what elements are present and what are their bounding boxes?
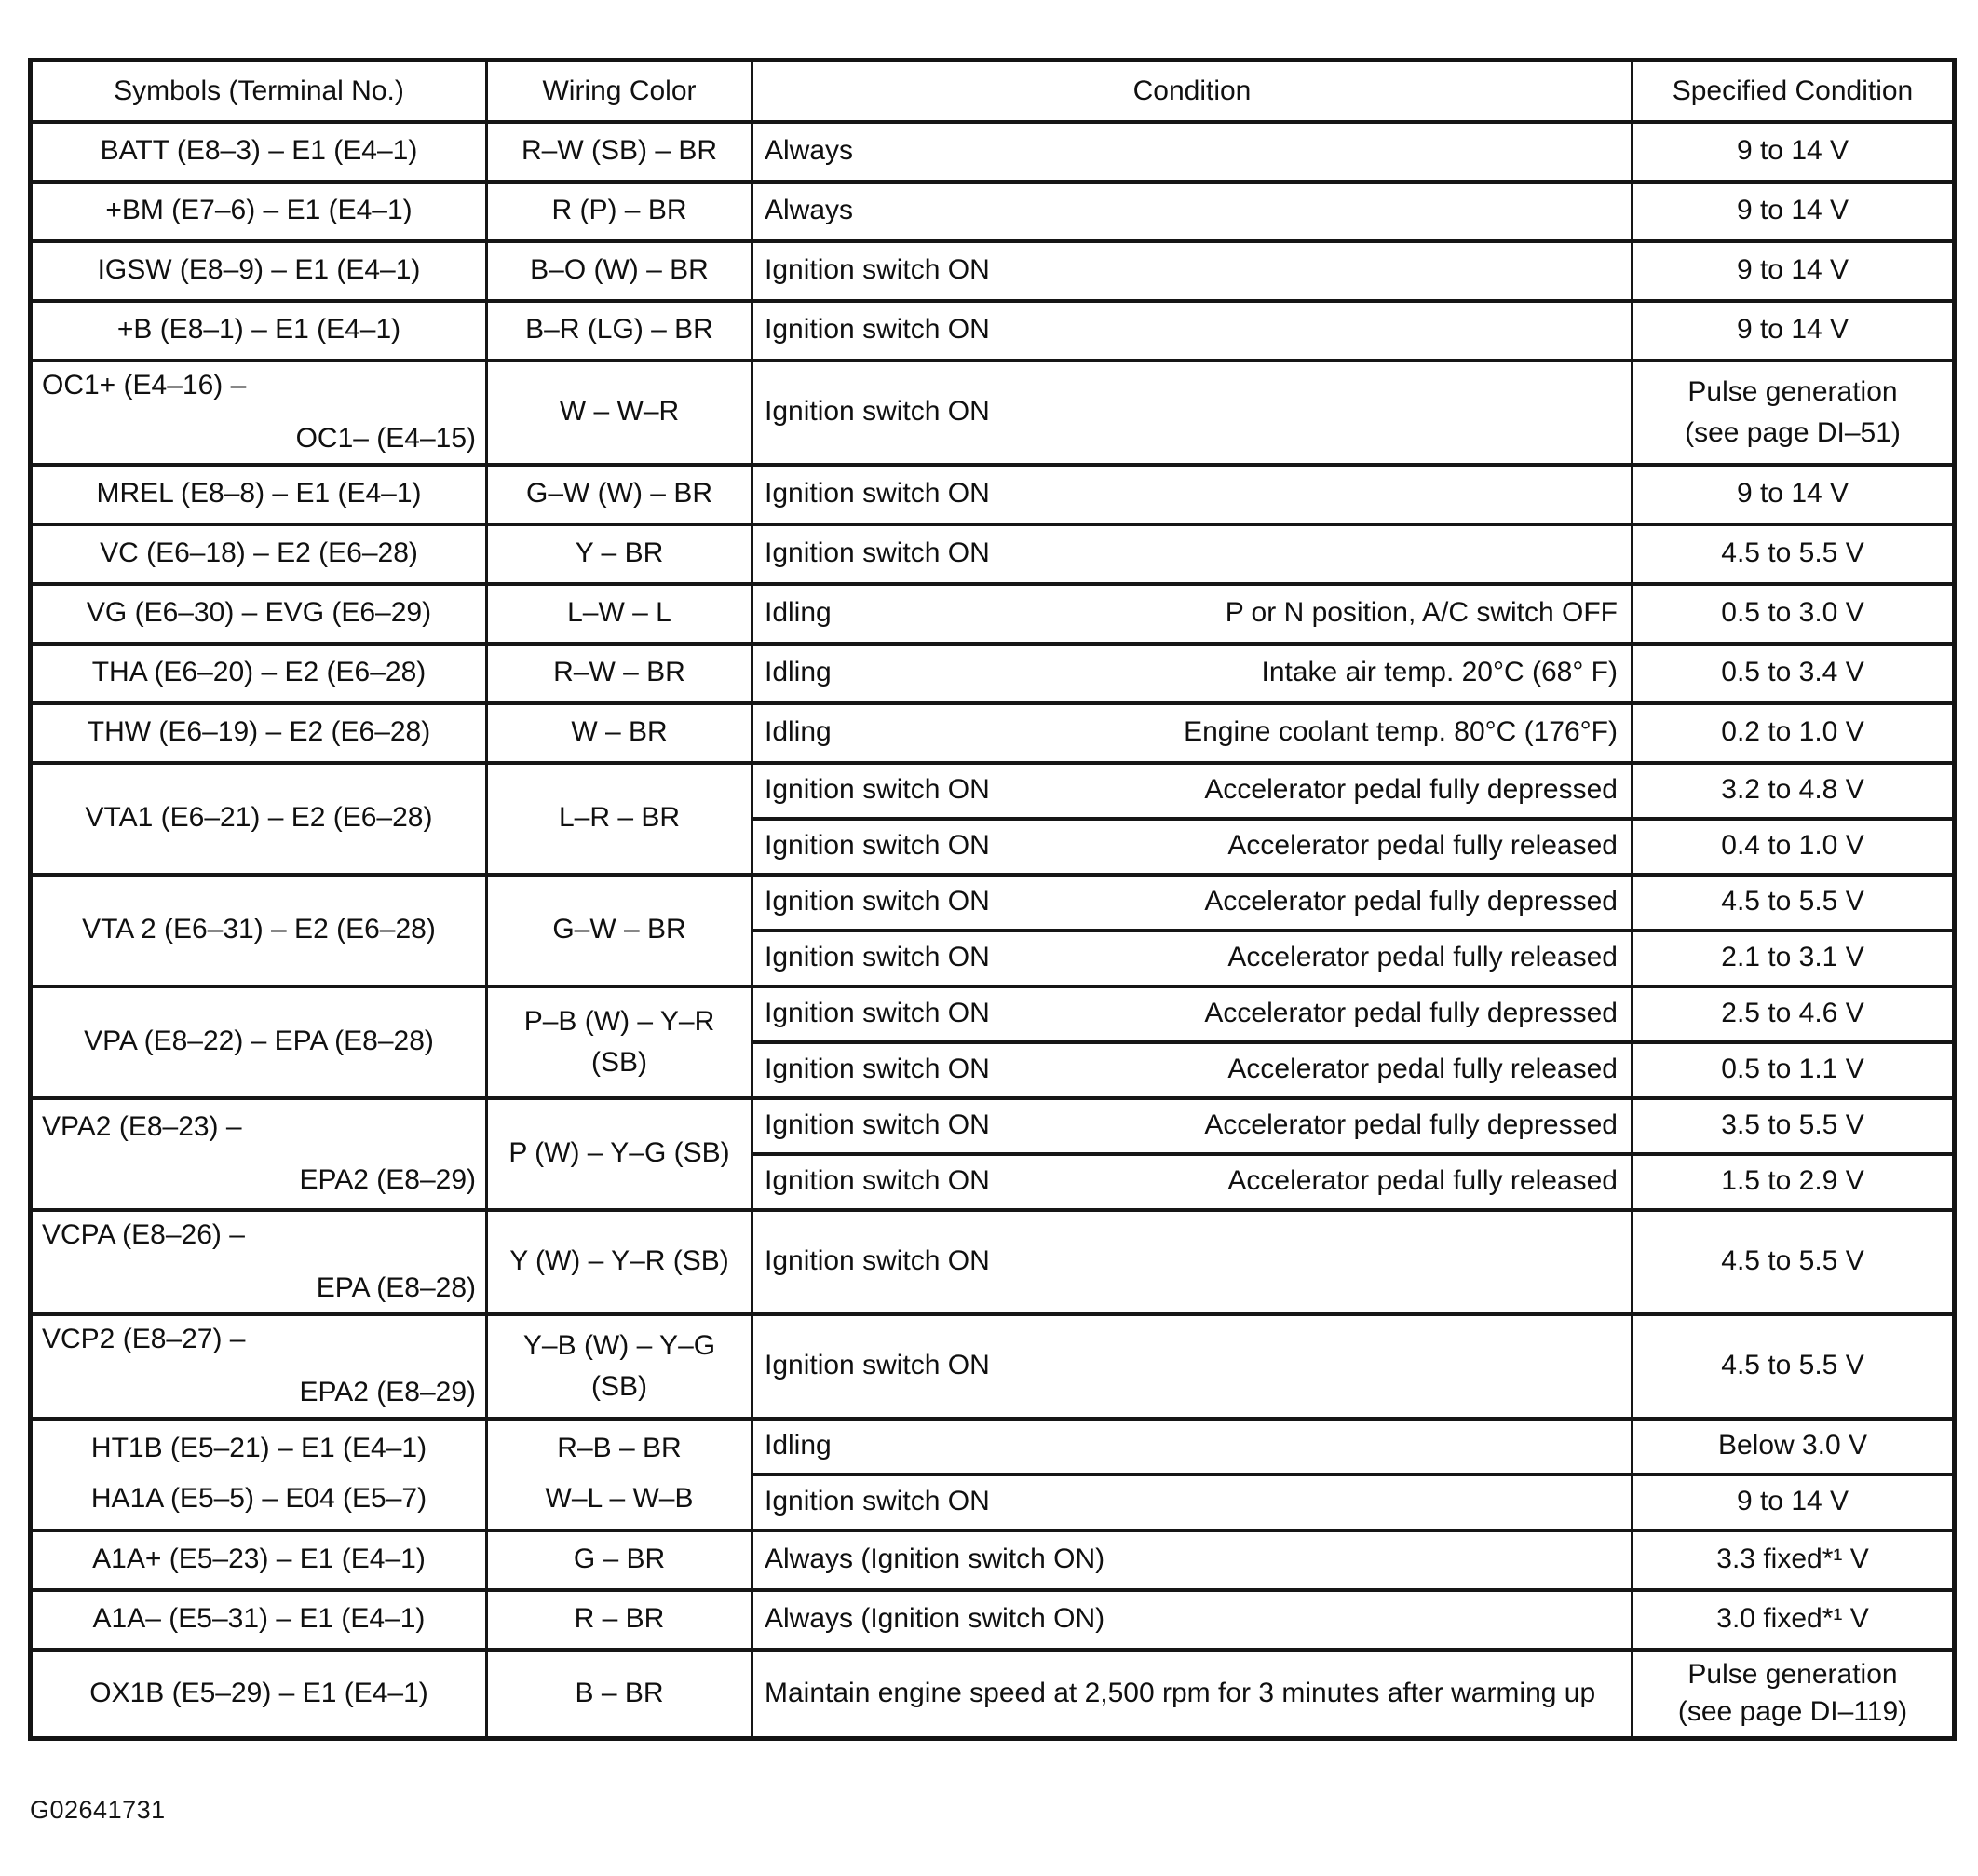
table-row (31, 584, 1955, 644)
table-row (31, 763, 1955, 819)
symbol-cell: THW (E6–19) – E2 (E6–28) (31, 703, 487, 763)
table-row (31, 1650, 1955, 1739)
symbol-line-2: EPA2 (E8–29) (299, 1164, 476, 1195)
symbol-line-2: EPA2 (E8–29) (299, 1377, 476, 1407)
condition-text: Idling (765, 657, 832, 688)
condition-cell (752, 931, 1633, 986)
symbol-cell: A1A+ (E5–23) – E1 (E4–1) (31, 1530, 487, 1590)
condition-text: Ignition switch ON (765, 1054, 990, 1085)
col-header-condition: Condition (752, 61, 1633, 122)
symbol-cell: VTA 2 (E6–31) – E2 (E6–28) (31, 875, 487, 986)
condition-cell: Idling (752, 1419, 1633, 1475)
specified-line-2: (see page DI–119) (1677, 1696, 1908, 1728)
symbol-line-2: EPA (E8–28) (316, 1272, 476, 1303)
condition-text: Ignition switch ON (765, 774, 990, 806)
col-header-specified-condition: Specified Condition (1633, 61, 1955, 122)
symbol-line-1: OC1+ (E4–16) – (42, 369, 247, 401)
symbol-cell (31, 360, 487, 465)
specified-cell (1633, 1650, 1955, 1739)
symbol-cell: +B (E8–1) – E1 (E4–1) (31, 301, 487, 360)
condition-text: Ignition switch ON (765, 886, 990, 918)
table-row (31, 1098, 1955, 1154)
table-row (31, 986, 1955, 1042)
wiring-cell: Y (W) – Y–R (SB) (487, 1210, 752, 1314)
condition-cell: Ignition switch ON (752, 1210, 1633, 1314)
wiring-cell: G–W – BR (487, 875, 752, 986)
condition-detail: Engine coolant temp. 80°C (176°F) (1184, 716, 1618, 748)
specified-cell: 2.1 to 3.1 V (1633, 931, 1955, 986)
symbol-line-1: VCPA (E8–26) – (42, 1218, 245, 1250)
condition-cell: Maintain engine speed at 2,500 rpm for 3 minutes after warming up (752, 1650, 1633, 1739)
specified-cell: 9 to 14 V (1633, 1475, 1955, 1530)
specified-cell: 0.4 to 1.0 V (1633, 819, 1955, 875)
specified-cell (1633, 360, 1955, 465)
specified-cell: 9 to 14 V (1633, 301, 1955, 360)
condition-cell (752, 584, 1633, 644)
symbol-line-2: OC1– (E4–15) (295, 423, 476, 454)
wiring-cell: R – BR (487, 1590, 752, 1650)
wiring-cell (487, 1314, 752, 1419)
condition-cell: Always (752, 122, 1633, 182)
symbol-cell: VG (E6–30) – EVG (E6–29) (31, 584, 487, 644)
condition-cell (752, 1042, 1633, 1098)
condition-cell: Ignition switch ON (752, 1475, 1633, 1530)
header-row (31, 61, 1955, 122)
symbol-cell (31, 1098, 487, 1210)
specified-cell: 9 to 14 V (1633, 465, 1955, 524)
wiring-line-2: (SB) (591, 1046, 647, 1078)
symbol-line-2: HA1A (E5–5) – E04 (E5–7) (90, 1483, 427, 1515)
condition-cell: Always (Ignition switch ON) (752, 1530, 1633, 1590)
condition-cell: Always (Ignition switch ON) (752, 1590, 1633, 1650)
wiring-cell: W – W–R (487, 360, 752, 465)
condition-detail: Intake air temp. 20°C (68° F) (1261, 657, 1618, 688)
terminal-spec-table (28, 58, 1957, 1741)
wiring-cell: R–W (SB) – BR (487, 122, 752, 182)
specified-cell: 9 to 14 V (1633, 241, 1955, 301)
wiring-line-2: W–L – W–B (545, 1483, 694, 1515)
condition-cell (752, 1098, 1633, 1154)
condition-detail: Accelerator pedal fully released (1227, 1165, 1618, 1197)
wiring-cell: R (P) – BR (487, 182, 752, 241)
wiring-cell: B – BR (487, 1650, 752, 1739)
table-row (31, 465, 1955, 524)
condition-detail: Accelerator pedal fully depressed (1204, 774, 1618, 806)
condition-cell (752, 644, 1633, 703)
condition-text: Ignition switch ON (765, 942, 990, 973)
condition-detail: Accelerator pedal fully released (1227, 942, 1618, 973)
condition-cell (752, 703, 1633, 763)
condition-cell: Ignition switch ON (752, 1314, 1633, 1419)
condition-text: Ignition switch ON (765, 830, 990, 862)
table-row (31, 1590, 1955, 1650)
col-header-symbols: Symbols (Terminal No.) (31, 61, 487, 122)
specified-cell: 9 to 14 V (1633, 122, 1955, 182)
symbol-cell: OX1B (E5–29) – E1 (E4–1) (31, 1650, 487, 1739)
table-row (31, 182, 1955, 241)
condition-cell (752, 1154, 1633, 1210)
table-row (31, 360, 1955, 465)
specified-cell: Below 3.0 V (1633, 1419, 1955, 1475)
wiring-cell: G–W (W) – BR (487, 465, 752, 524)
table-row (31, 301, 1955, 360)
specified-cell: 0.5 to 1.1 V (1633, 1042, 1955, 1098)
col-header-wiring-color: Wiring Color (487, 61, 752, 122)
condition-cell (752, 763, 1633, 819)
specified-cell: 0.5 to 3.0 V (1633, 584, 1955, 644)
table-row (31, 703, 1955, 763)
symbol-cell (31, 1210, 487, 1314)
symbol-line-1: HT1B (E5–21) – E1 (E4–1) (90, 1433, 427, 1464)
wiring-cell: R–W – BR (487, 644, 752, 703)
symbol-cell: VTA1 (E6–21) – E2 (E6–28) (31, 763, 487, 875)
specified-cell: 1.5 to 2.9 V (1633, 1154, 1955, 1210)
wiring-cell (487, 986, 752, 1098)
condition-detail: P or N position, A/C switch OFF (1225, 597, 1618, 629)
specified-cell: 2.5 to 4.6 V (1633, 986, 1955, 1042)
condition-text: Ignition switch ON (765, 1109, 990, 1141)
symbol-cell: A1A– (E5–31) – E1 (E4–1) (31, 1590, 487, 1650)
specified-cell: 3.5 to 5.5 V (1633, 1098, 1955, 1154)
condition-cell (752, 875, 1633, 931)
wiring-cell: B–O (W) – BR (487, 241, 752, 301)
symbol-cell: +BM (E7–6) – E1 (E4–1) (31, 182, 487, 241)
condition-cell: Always (752, 182, 1633, 241)
symbol-cell (31, 1419, 487, 1530)
wiring-cell: G – BR (487, 1530, 752, 1590)
table-row (31, 644, 1955, 703)
table-row (31, 524, 1955, 584)
table-row (31, 1419, 1955, 1475)
table-row (31, 1314, 1955, 1419)
condition-detail: Accelerator pedal fully depressed (1204, 886, 1618, 918)
symbol-cell: IGSW (E8–9) – E1 (E4–1) (31, 241, 487, 301)
wiring-cell: P (W) – Y–G (SB) (487, 1098, 752, 1210)
condition-cell: Ignition switch ON (752, 360, 1633, 465)
specified-cell: 4.5 to 5.5 V (1633, 524, 1955, 584)
specified-cell: 3.3 fixed*¹ V (1633, 1530, 1955, 1590)
wiring-cell: L–W – L (487, 584, 752, 644)
specified-cell: 0.5 to 3.4 V (1633, 644, 1955, 703)
condition-cell (752, 819, 1633, 875)
symbol-cell: VC (E6–18) – E2 (E6–28) (31, 524, 487, 584)
wiring-cell (487, 1419, 752, 1530)
specified-cell: 4.5 to 5.5 V (1633, 875, 1955, 931)
wiring-line-2: (SB) (591, 1370, 647, 1402)
wiring-line-1: R–B – BR (557, 1433, 682, 1464)
symbol-line-1: VCP2 (E8–27) – (42, 1323, 246, 1354)
condition-cell: Ignition switch ON (752, 524, 1633, 584)
wiring-cell: Y – BR (487, 524, 752, 584)
condition-text: Idling (765, 716, 832, 748)
wiring-cell: B–R (LG) – BR (487, 301, 752, 360)
table-row (31, 1530, 1955, 1590)
condition-cell (752, 986, 1633, 1042)
specified-cell: 3.2 to 4.8 V (1633, 763, 1955, 819)
specified-cell: 4.5 to 5.5 V (1633, 1314, 1955, 1419)
wiring-cell: L–R – BR (487, 763, 752, 875)
condition-cell: Ignition switch ON (752, 301, 1633, 360)
symbol-cell (31, 1314, 487, 1419)
wiring-line-1: Y–B (W) – Y–G (522, 1329, 716, 1361)
symbol-cell: VPA (E8–22) – EPA (E8–28) (31, 986, 487, 1098)
condition-cell: Ignition switch ON (752, 241, 1633, 301)
wiring-cell: W – BR (487, 703, 752, 763)
condition-text: Idling (765, 597, 832, 629)
condition-detail: Accelerator pedal fully depressed (1204, 1109, 1618, 1141)
specified-cell: 9 to 14 V (1633, 182, 1955, 241)
specified-cell: 4.5 to 5.5 V (1633, 1210, 1955, 1314)
specified-line-2: (see page DI–51) (1685, 416, 1901, 448)
condition-detail: Accelerator pedal fully released (1227, 1054, 1618, 1085)
condition-detail: Accelerator pedal fully depressed (1204, 998, 1618, 1029)
table-row (31, 122, 1955, 182)
symbol-cell: MREL (E8–8) – E1 (E4–1) (31, 465, 487, 524)
specified-cell: 3.0 fixed*¹ V (1633, 1590, 1955, 1650)
specified-line-1: Pulse generation (1687, 375, 1898, 407)
table-row (31, 241, 1955, 301)
symbol-cell: THA (E6–20) – E2 (E6–28) (31, 644, 487, 703)
condition-text: Ignition switch ON (765, 1165, 990, 1197)
wiring-line-1: P–B (W) – Y–R (523, 1005, 715, 1037)
table-row (31, 875, 1955, 931)
specified-cell: 0.2 to 1.0 V (1633, 703, 1955, 763)
condition-text: Ignition switch ON (765, 998, 990, 1029)
specified-line-1: Pulse generation (1687, 1659, 1898, 1691)
table-row (31, 1210, 1955, 1314)
symbol-cell: BATT (E8–3) – E1 (E4–1) (31, 122, 487, 182)
condition-cell: Ignition switch ON (752, 465, 1633, 524)
figure-id: G02641731 (30, 1796, 166, 1824)
symbol-line-1: VPA2 (E8–23) – (42, 1110, 242, 1142)
condition-detail: Accelerator pedal fully released (1227, 830, 1618, 862)
